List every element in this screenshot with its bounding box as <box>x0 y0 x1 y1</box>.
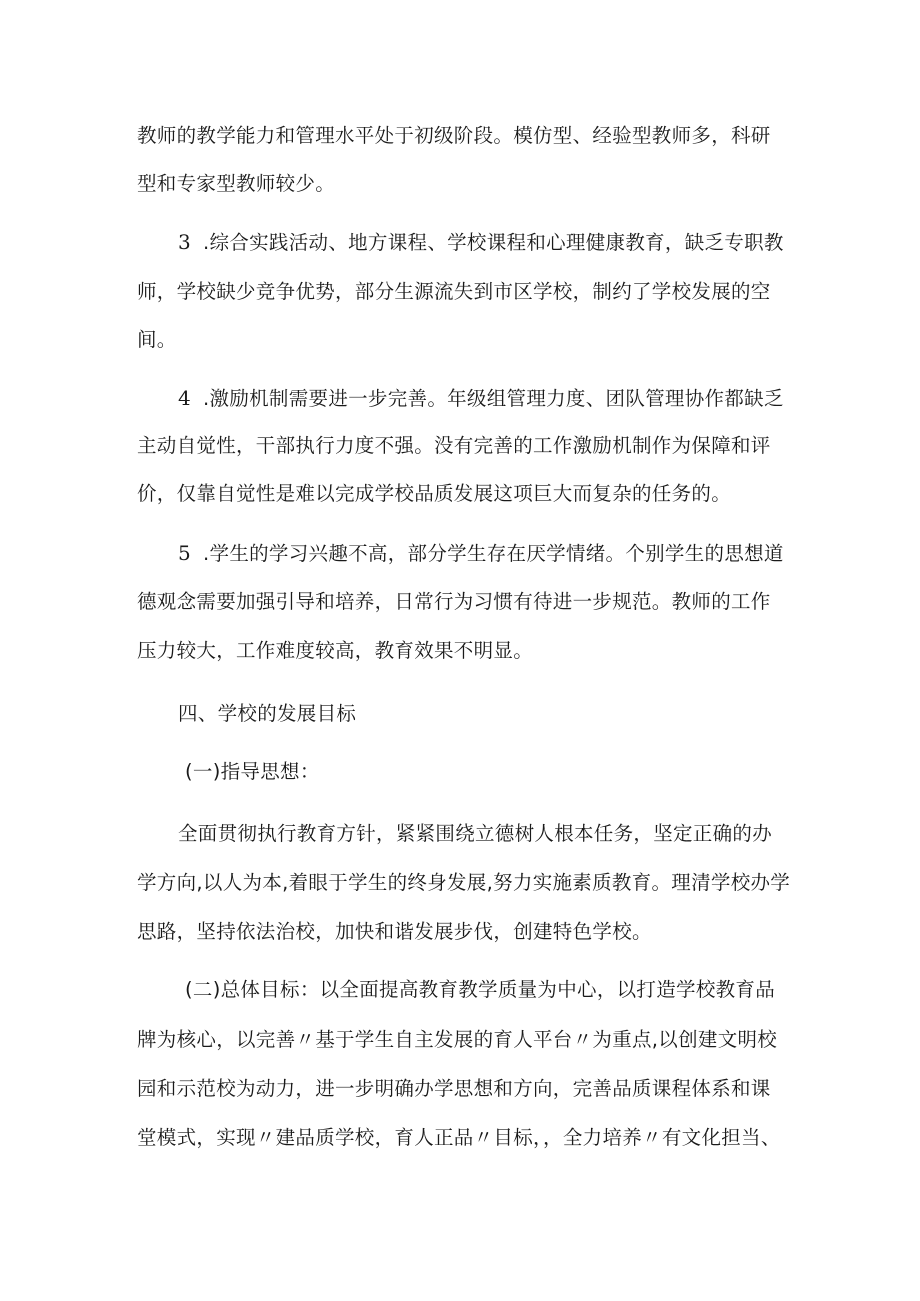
item-5-line-3: 压力较大，工作难度较高，教育效果不明显。 <box>137 639 534 662</box>
guiding-paragraph-line-1: 全面贯彻执行教育方针，紧紧围绕立德树人根本任务，坚定正确的办 <box>178 822 773 845</box>
item-4-line-1 <box>178 386 784 411</box>
item-3-text: .综合实践活动、地方课程、学校课程和心理健康教育，缺乏专职教 <box>203 231 784 254</box>
subsection-heading-guiding-ideology: (一)指导思想： <box>185 760 320 783</box>
overall-goals-line-2: 牌为核心，以完善〃基于学生自主发展的育人平台〃为重点,以创建文明校 <box>137 1028 778 1051</box>
overall-goals-line-4: 堂模式，实现〃建品质学校，育人正品〃目标，，全力培养〃有文化担当、 <box>137 1126 781 1149</box>
guiding-paragraph-line-2: 学方向,以人为本,着眼于学生的终身发展,努力实施素质教育。理清学校办学 <box>137 871 791 894</box>
item-4-line-3: 价，仅靠自觉性是难以完成学校品质发展这项巨大而复杂的任务的。 <box>137 482 732 505</box>
item-3-number: 3 <box>178 230 192 254</box>
item-3-line-1 <box>178 230 784 255</box>
item-5-line-1 <box>178 541 784 566</box>
item-5-text: .学生的学习兴趣不高，部分学生存在厌学情绪。个别学生的思想道 <box>203 542 784 565</box>
paragraph-1-line-2: 型和专家型教师较少。 <box>137 172 336 195</box>
item-4-text: .激励机制需要进一步完善。年级组管理力度、团队管理协作都缺乏 <box>203 387 784 410</box>
item-3-line-2: 师，学校缺少竞争优势，部分生源流失到市区学校，制约了学校发展的空 <box>137 280 771 303</box>
guiding-paragraph-line-3: 思路，坚持依法治校，加快和谐发展步伐，创建特色学校。 <box>137 920 652 943</box>
item-4-line-2: 主动自觉性，干部执行力度不强。没有完善的工作激励机制作为保障和评 <box>137 434 771 457</box>
item-4-number: 4 <box>178 386 192 410</box>
overall-goals-line-3: 园和示范校为动力，进一步明确办学思想和方向，完善品质课程体系和课 <box>137 1077 771 1100</box>
item-5-line-2: 德观念需要加强引导和培养，日常行为习惯有待进一步规范。教师的工作 <box>137 590 771 613</box>
item-5-number: 5 <box>178 541 192 565</box>
overall-goals-line-1: (二)总体目标：以全面提高教育教学质量为中心，以打造学校教育品 <box>185 978 776 1001</box>
item-3-line-3: 间。 <box>137 328 177 351</box>
section-heading: 四、学校的发展目标 <box>178 702 357 725</box>
paragraph-1-line-1: 教师的教学能力和管理水平处于初级阶段。模仿型、经验型教师多，科研 <box>137 124 771 147</box>
